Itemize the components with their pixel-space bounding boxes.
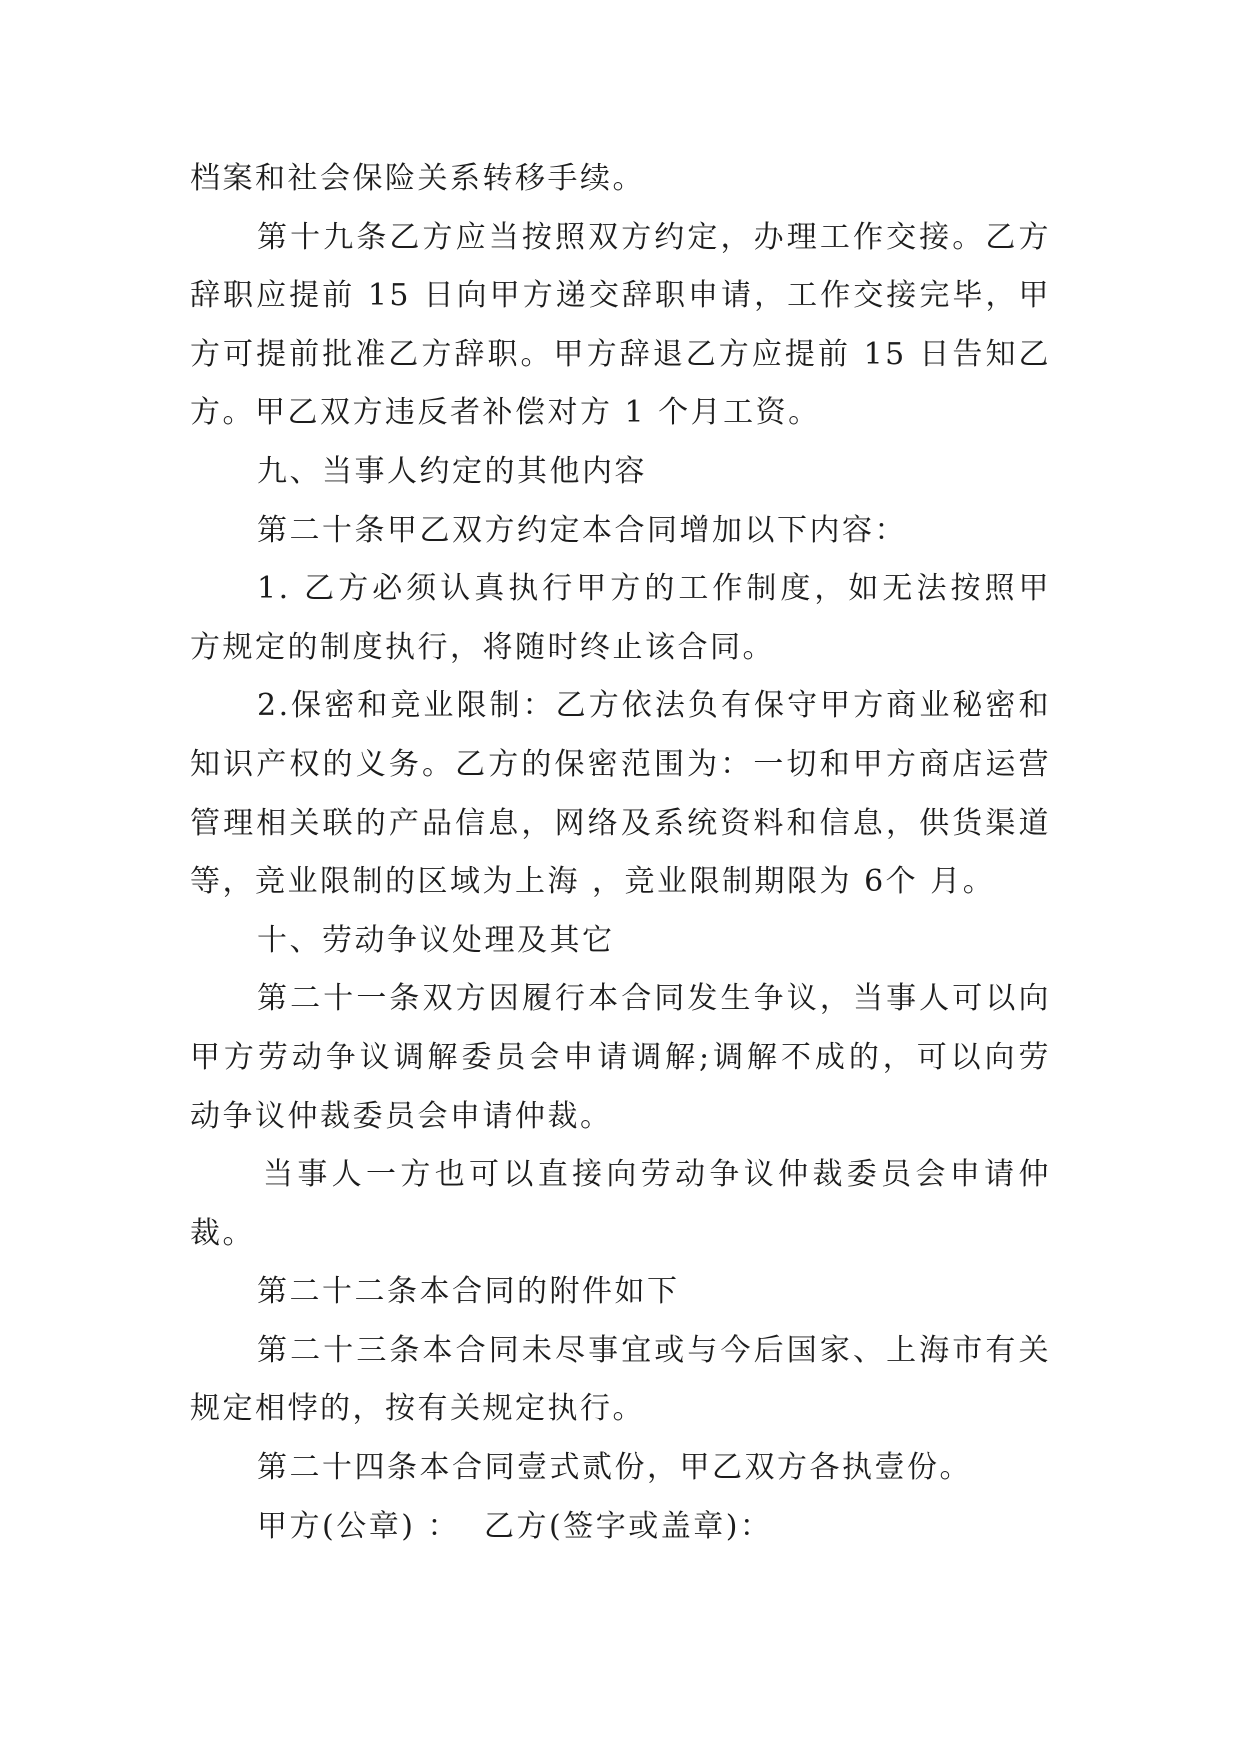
article-20-paragraph [190,502,1051,561]
paragraph-line: 2.保密和竞业限制：乙方依法负有保守甲方商业秘密和 [257,688,1051,724]
paragraph-line: 档案和社会保险关系转移手续。 [190,161,645,196]
paragraph-line: 第二十二条本合同的附件如下 [257,1274,680,1310]
paragraph-line: 等，竞业限制的区域为上海 ，竞业限制期限为 6个 月。 [190,864,996,900]
paragraph-line: 方。甲乙双方违反者补偿对方 1 个月工资。 [190,395,821,431]
paragraph-line: 知识产权的义务。乙方的保密范围为：一切和甲方商店运营 [190,746,1051,782]
article-21-paragraph [190,970,1051,1146]
clause-2-paragraph [190,677,1051,911]
paragraph-line: 甲方劳动争议调解委员会申请调解;调解不成的，可以向劳 [190,1039,1051,1075]
arbitration-paragraph [190,1146,1051,1263]
paragraph-line: 1. 乙方必须认真执行甲方的工作制度，如无法按照甲 [257,571,1051,607]
section-9-heading [190,443,1051,502]
paragraph-line: 裁。 [190,1215,255,1251]
heading-line: 九、当事人约定的其他内容 [257,453,647,489]
paragraph-line: 当事人一方也可以直接向劳动争议仲裁委员会申请仲 [263,1157,1051,1193]
paragraph-line: 第二十一条双方因履行本合同发生争议，当事人可以向 [257,981,1051,1017]
paragraph-line: 第二十四条本合同壹式贰份，甲乙双方各执壹份。 [257,1450,972,1486]
paragraph-line: 方规定的制度执行，将随时终止该合同。 [190,629,775,665]
signature-label: 甲方(公章) ： 乙方(签字或盖章)： [257,1508,773,1544]
heading-line: 十、劳动争议处理及其它 [257,922,615,958]
paragraph-line: 第十九条乙方应当按照双方约定，办理工作交接。乙方 [257,219,1051,255]
clause-1-paragraph [190,560,1051,677]
article-19-paragraph [190,209,1051,443]
paragraph-continuation [190,150,1051,209]
paragraph-line: 方可提前批准乙方辞职。甲方辞退乙方应提前 15 日告知乙 [190,336,1051,372]
paragraph-line: 辞职应提前 15 日向甲方递交辞职申请，工作交接完毕，甲 [190,278,1051,314]
paragraph-line: 动争议仲裁委员会申请仲裁。 [190,1098,613,1134]
paragraph-line: 管理相关联的产品信息，网络及系统资料和信息，供货渠道 [190,805,1051,841]
section-10-heading [190,912,1051,971]
document-body [190,150,1051,1556]
signature-line [190,1498,1051,1557]
paragraph-line: 第二十三条本合同未尽事宜或与今后国家、上海市有关 [257,1332,1051,1368]
paragraph-line: 第二十条甲乙双方约定本合同增加以下内容： [257,512,907,548]
article-23-paragraph [190,1322,1051,1439]
paragraph-line: 规定相悖的，按有关规定执行。 [190,1391,645,1427]
article-24-paragraph [190,1439,1051,1498]
article-22-paragraph [190,1263,1051,1322]
